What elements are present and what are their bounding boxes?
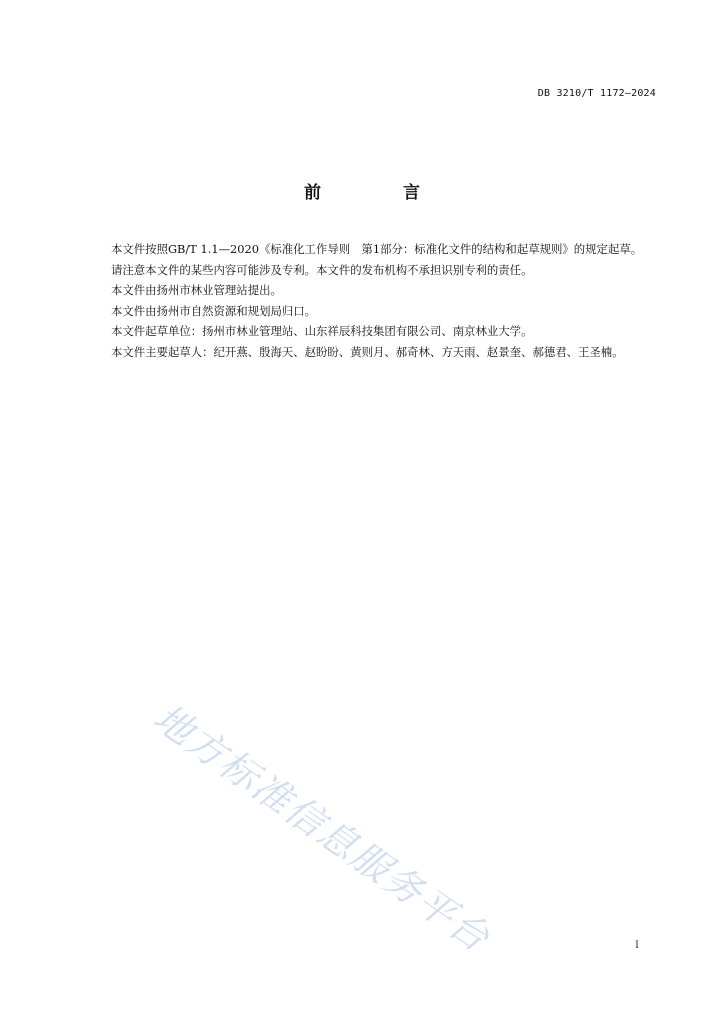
paragraph-drafting-units: 本文件起草单位：扬州市林业管理站、山东祥辰科技集团有限公司、南京林业大学。 xyxy=(111,324,533,339)
paragraph-drafting-basis: 本文件按照GB/T 1.1—2020《标准化工作导则 第1部分：标准化文件的结构和起草规则》的规定起草。 xyxy=(111,242,643,256)
paragraph-centralized-unit: 本文件由扬州市自然资源和规划局归口。 xyxy=(111,303,317,318)
page-number: I xyxy=(635,940,639,951)
paragraph-patent-notice: 请注意本文件的某些内容可能涉及专利。本文件的发布机构不承担识别专利的责任。 xyxy=(111,262,533,277)
foreword-body xyxy=(88,239,658,363)
page-title: 前 言 xyxy=(304,183,458,203)
watermark: 地方标准信息服务平台 xyxy=(145,695,499,961)
paragraph-main-drafters: 本文件主要起草人：纪开燕、殷海天、赵盼盼、黄则月、郝奇林、方天雨、赵景奎、郝德君、王圣楠。 xyxy=(111,344,624,359)
document-code: DB 3210/T 1172—2024 xyxy=(537,88,656,99)
paragraph-proposer: 本文件由扬州市林业管理站提出。 xyxy=(111,283,282,298)
